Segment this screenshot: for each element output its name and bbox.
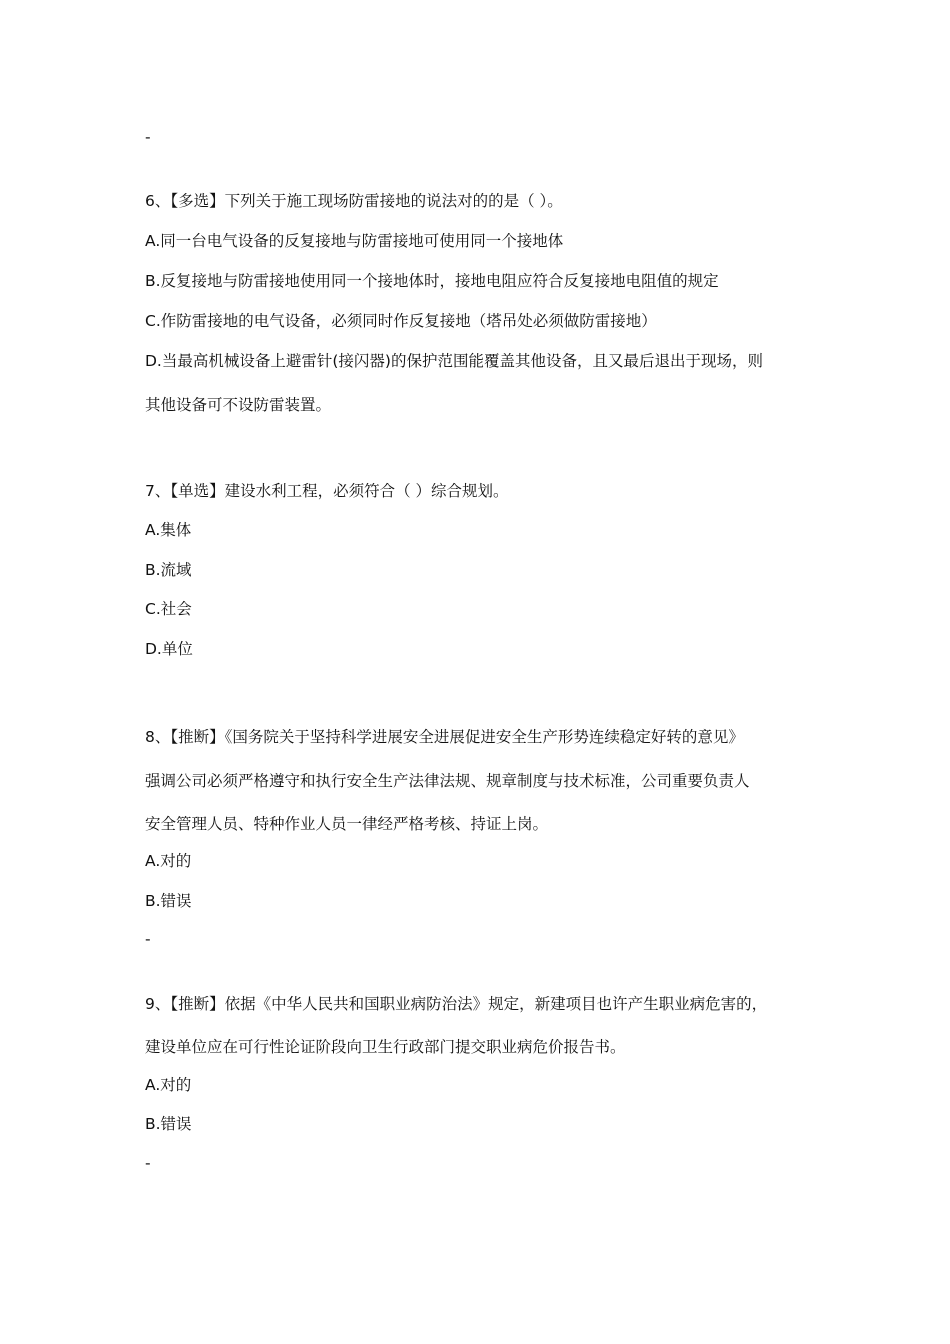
question-7-text: 7、【单选】建设水利工程，必须符合（ ）综合规划。 [145, 482, 509, 500]
question-6-option-c: C.作防雷接地的电气设备，必须同时作反复接地（塔吊处必须做防雷接地） [145, 312, 657, 330]
question-6-option-a: A.同一台电气设备的反复接地与防雷接地可使用同一个接地体 [145, 232, 564, 250]
question-6-text: 6、【多选】下列关于施工现场防雷接地的说法对的的是（ ）。 [145, 192, 563, 210]
question-7-option-c: C.社会 [145, 600, 192, 618]
separator-dash: - [145, 930, 151, 948]
question-8-text-cont-1: 强调公司必须严格遵守和执行安全生产法律法规、规章制度与技术标准，公司重要负责人 [145, 772, 750, 790]
separator-dash: - [145, 128, 151, 146]
question-6-option-b: B.反复接地与防雷接地使用同一个接地体时，接地电阻应符合反复接地电阻值的规定 [145, 272, 719, 290]
question-9-text: 9、【推断】依据《中华人民共和国职业病防治法》规定，新建项目也许产生职业病危害的， [145, 995, 768, 1013]
question-9-text-cont: 建设单位应在可行性论证阶段向卫生行政部门提交职业病危价报告书。 [145, 1038, 626, 1056]
separator-dash: - [145, 1154, 151, 1172]
question-6-option-d: D.当最高机械设备上避雷针(接闪器)的保护范围能覆盖其他设备，且又最后退出于现场，则 [145, 352, 763, 370]
question-9-option-b: B.错误 [145, 1115, 192, 1133]
question-8-text-cont-2: 安全管理人员、特种作业人员一律经严格考核、持证上岗。 [145, 815, 549, 833]
question-8-option-a: A.对的 [145, 852, 192, 870]
question-7-option-b: B.流域 [145, 561, 192, 579]
question-8-option-b: B.错误 [145, 892, 192, 910]
question-8-text: 8、【推断】《国务院关于坚持科学进展安全进展促进安全生产形势连续稳定好转的意见》 [145, 728, 744, 746]
question-9-option-a: A.对的 [145, 1076, 192, 1094]
question-7-option-d: D.单位 [145, 640, 193, 658]
question-7-option-a: A.集体 [145, 521, 192, 539]
question-6-option-d-cont: 其他设备可不设防雷装置。 [145, 396, 332, 414]
